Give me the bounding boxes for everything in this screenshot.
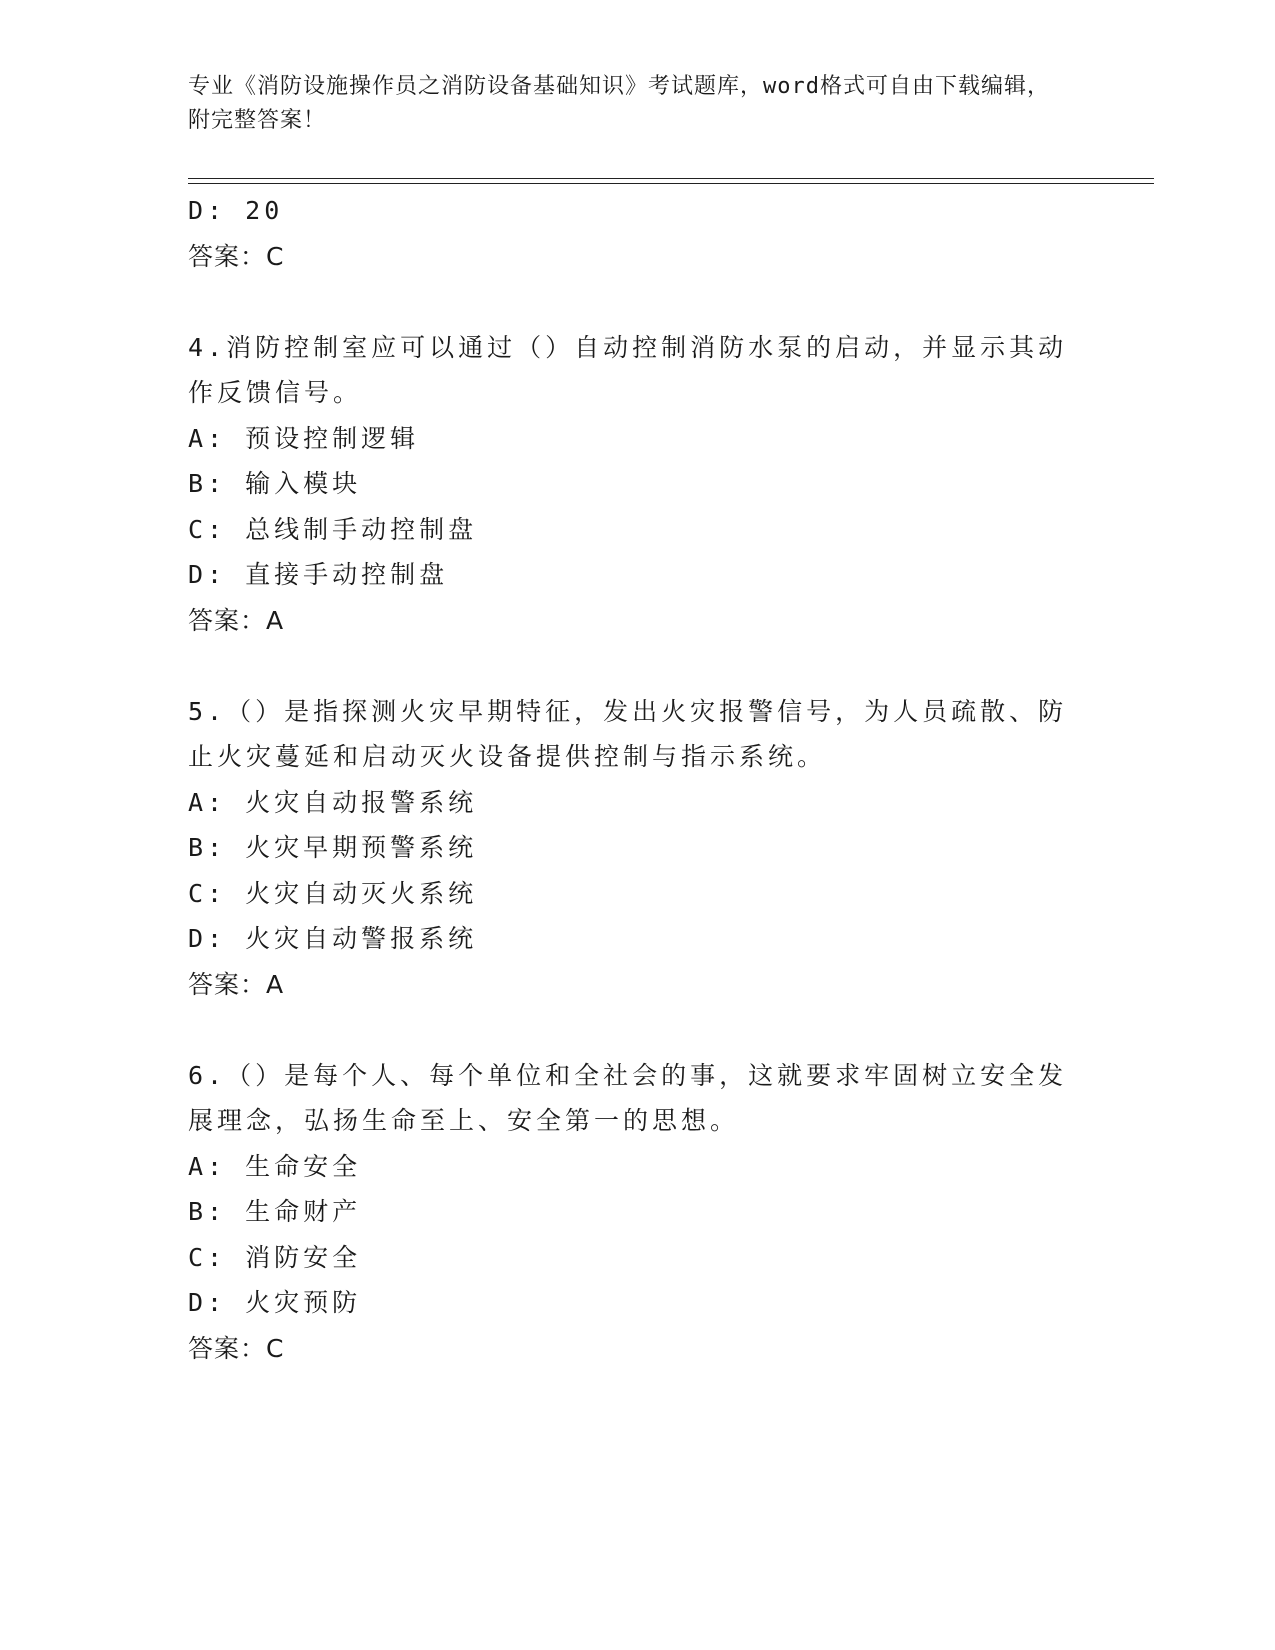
answer: 答案：C	[188, 241, 285, 271]
option-d: D: 20	[188, 196, 284, 225]
option-b: B: 火灾早期预警系统	[188, 833, 478, 862]
question-stem-line: 止火灾蔓延和启动灭火设备提供控制与指示系统。	[188, 742, 827, 771]
header-rule-bottom	[188, 183, 1154, 184]
question-stem-line: 6.（）是每个人、每个单位和全社会的事，这就要求牢固树立安全发	[188, 1060, 1068, 1090]
question-6	[188, 1053, 1068, 1372]
previous-question-tail	[188, 188, 1068, 279]
question-stem-line: 展理念，弘扬生命至上、安全第一的思想。	[188, 1106, 740, 1135]
option-c: C: 火灾自动灭火系统	[188, 878, 478, 908]
option-a: A: 火灾自动报警系统	[188, 787, 478, 817]
question-stem-line: 4.消防控制室应可以通过（）自动控制消防水泵的启动，并显示其动	[188, 332, 1068, 362]
spacer	[188, 643, 1068, 689]
option-c: C: 消防安全	[188, 1242, 362, 1272]
question-stem-line: 5.（）是指探测火灾早期特征，发出火灾报警信号，为人员疏散、防	[188, 696, 1068, 726]
answer: 答案：A	[188, 969, 285, 999]
question-4	[188, 325, 1068, 644]
option-b: B: 输入模块	[188, 469, 362, 498]
question-list	[188, 188, 1068, 1371]
document-header: 专业《消防设施操作员之消防设备基础知识》考试题库，word格式可自由下载编辑，附完整答案！	[188, 74, 1050, 133]
option-a: A: 预设控制逻辑	[188, 423, 420, 453]
answer: 答案：A	[188, 605, 285, 635]
header-rule-top	[188, 178, 1154, 179]
question-5	[188, 689, 1068, 1008]
option-a: A: 生命安全	[188, 1151, 362, 1181]
spacer	[188, 279, 1068, 325]
question-stem-line: 作反馈信号。	[188, 378, 363, 407]
answer: 答案：C	[188, 1333, 285, 1363]
option-d: D: 火灾预防	[188, 1288, 362, 1317]
option-c: C: 总线制手动控制盘	[188, 514, 478, 544]
option-d: D: 火灾自动警报系统	[188, 924, 478, 953]
option-b: B: 生命财产	[188, 1197, 362, 1226]
option-d: D: 直接手动控制盘	[188, 560, 449, 589]
spacer	[188, 1007, 1068, 1053]
